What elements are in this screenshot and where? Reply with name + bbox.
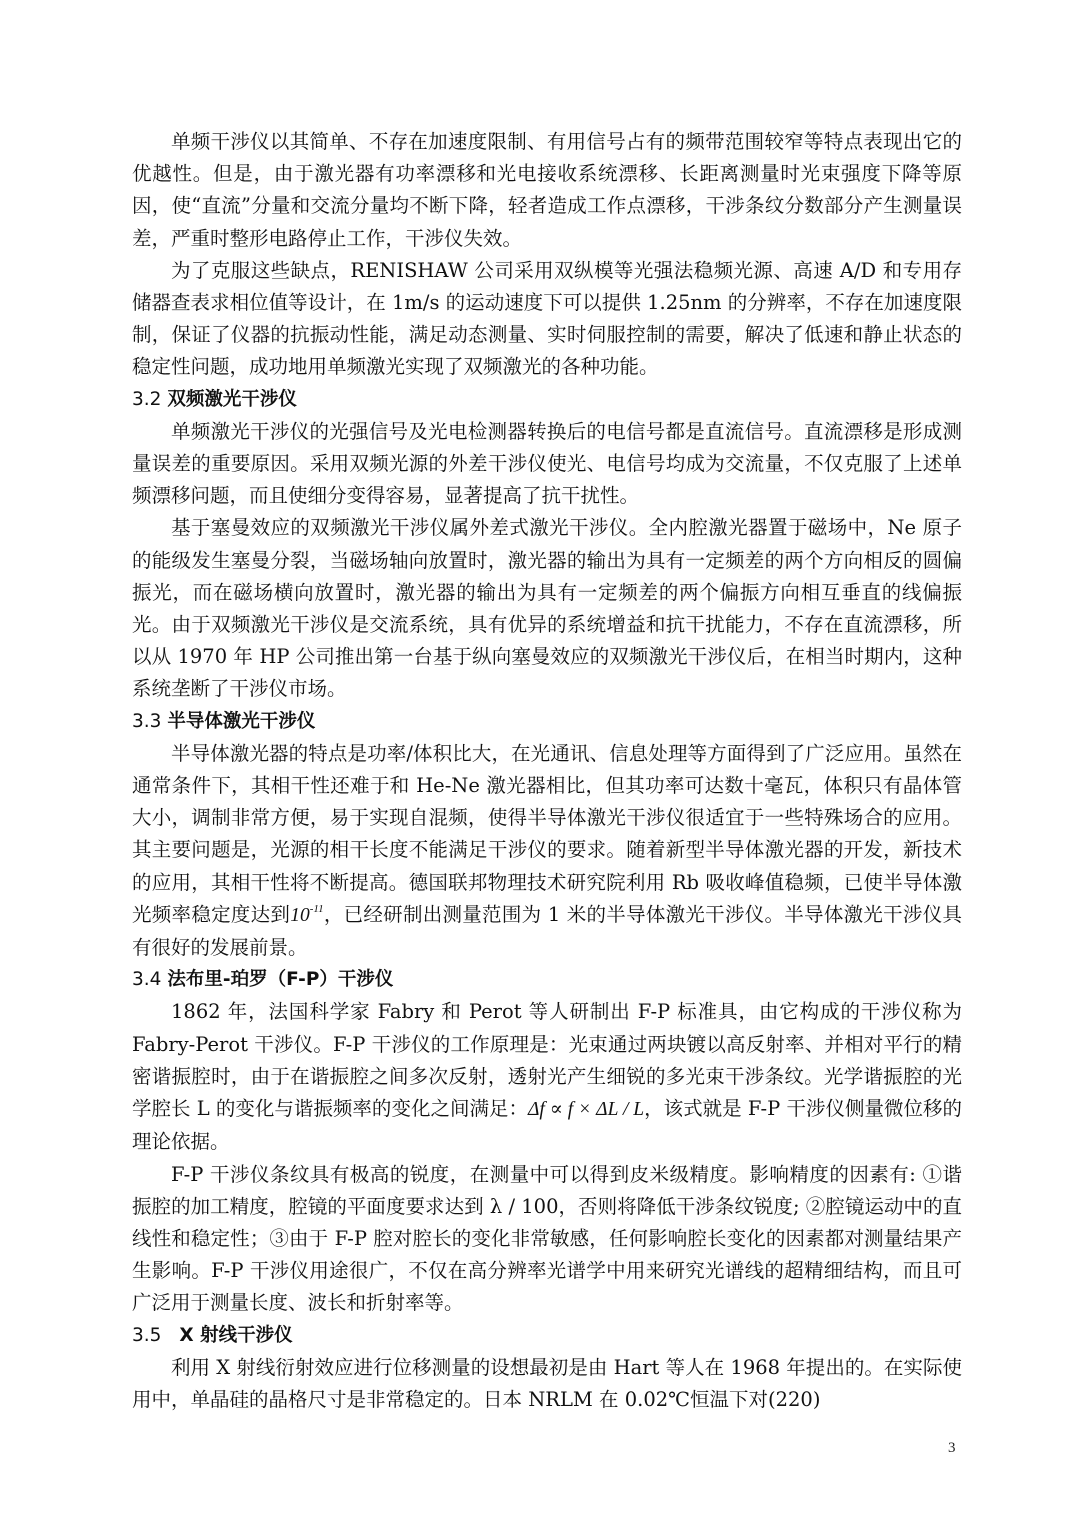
power-exponent: -11 [309,902,324,915]
paragraph-text-tail: ，该式就是 F-P 干涉仪侧量微位移的理论依据。 [132,1097,962,1154]
paragraph-fp-precision: F-P 干涉仪条纹具有极高的锐度，在测量中可以得到皮米级精度。影响精度的因素有: ①谐振腔的加工精度，腔镜的平面度要求达到 λ / 100，否则将降低干涉条纹锐度; ②腔镜运动中的直线性和稳定性；③由于 F-P 腔对腔长的变化非常敏感，任何影响腔长变化的因素都对测量结果产生影响。F-P 干涉仪用途很广，不仅在高分辨率光谱学中用来研究光谱线的超精细结构，而且可广泛用于测量长度、波长和折射率等。 [132,1162,962,1315]
section-heading-3-3 [132,706,962,738]
section-title: 双频激光干涉仪 [167,388,297,410]
section-heading-3-4 [132,964,962,996]
section-title: 法布里-珀罗（F-P）干涉仪 [167,969,394,991]
paragraph-dual-frequency-intro: 单频激光干涉仪的光强信号及光电检测器转换后的电信号都是直流信号。直流漂移是形成测量误差的重要原因。采用双频光源的外差干涉仪使光、电信号均成为交流量，不仅克服了上述单频漂移问题，而且使细分变得容易，显著提高了抗干扰性。 [132,419,962,508]
section-title: X 射线干涉仪 [179,1324,293,1346]
section-number: 3.3 [132,710,162,732]
paragraph-single-frequency-advantages: 单频干涉仪以其简单、不存在加速度限制、有用信号占有的频带范围较窄等特点表现出它的优越性。但是，由于激光器有功率漂移和光电接收系统漂移、长距离测量时光束强度下降等原因，使“直流”分量和交流分量均不断下降，轻者造成工作点漂移，干涉条纹分数部分产生测量误差，严重时整形电路停止工作，干涉仪失效。 [132,130,962,250]
section-number: 3.4 [132,969,162,991]
paragraph-text: 1862 年，法国科学家 Fabry 和 Perot 等人研制出 F-P 标准具，由它构成的干涉仪称为 Fabry-Perot 干涉仪。F-P 干涉仪的工作原理是：光束通过两块镀以高反射率、并相对平行的精密谐振腔时，由于在谐振腔之间多次反射，透射光产生细锐的多光束干涉条纹。光学谐振腔的光学腔长 L 的变化与谐振频率的变化之间满足： [132,1000,962,1121]
section-title: 半导体激光干涉仪 [167,710,316,732]
document-body [132,126,962,1416]
paragraph-text: 半导体激光器的特点是功率/体积比大，在光通讯、信息处理等方面得到了广泛应用。虽然在通常条件下，其相干性还难于和 He-Ne 激光器相比，但其功率可达数十毫瓦，体积只有晶体管大小，调制非常方便，易于实现自混频，使得半导体激光干涉仪很适宜于一些特殊场合的应用。其主要问题是，光源的相干长度不能满足干涉仪的要求。随着新型半导体激光器的开发，新技术的应用，其相干性将不断提高。德国联邦物理技术研究院利用 Rb 吸收峰值稳频，已使半导体激光频率稳定度达到 [132,741,962,926]
paragraph-x-ray: 利用 X 射线衍射效应进行位移测量的设想最初是由 Hart 等人在 1968 年提出的。在实际使用中，单晶硅的晶格尺寸是非常稳定的。日本 NRLM 在 0.02℃恒温下对(220) [132,1355,962,1411]
paragraph-text-tail: ，已经研制出测量范围为 1 米的半导体激光干涉仪。半导体激光干涉仪具有很好的发展前景。 [132,902,962,960]
paragraph-renishaw: 为了克服这些缺点，RENISHAW 公司采用双纵模等光强法稳频光源、高速 A/D 和专用存储器查表求相位值等设计，在 1m/s 的运动速度下可以提供 1.25nm 的分辨率，不存在加速度限制，保证了仪器的抗振动性能，满足动态测量、实时伺服控制的需要，解决了低速和静止状态的稳定性问题，成功地用单频激光实现了双频激光的各种功能。 [132,258,962,379]
section-number: 3.5 [132,1324,162,1346]
page-number: 3 [948,1440,956,1456]
formula: Δf ∝ f × ΔL / L [527,1099,645,1121]
paragraph-semiconductor-laser [132,738,962,964]
section-heading-3-5 [132,1320,962,1352]
section-heading-3-2 [132,384,962,416]
paragraph-zeeman: 基于塞曼效应的双频激光干涉仪属外差式激光干涉仪。全内腔激光器置于磁场中，Ne 原子的能级发生塞曼分裂，当磁场轴向放置时，激光器的输出为具有一定频差的两个方向相反的圆偏振光，而在磁场横向放置时，激光器的输出为具有一定频差的两个偏振方向相互垂直的线偏振光。由于双频激光干涉仪是交流系统，具有优异的系统增益和抗干扰能力，不存在直流漂移，所以从 1970 年 HP 公司推出第一台基于纵向塞曼效应的双频激光干涉仪后，在相当时期内，这种系统垄断了干涉仪市场。 [132,516,962,701]
paragraph-fabry-perot [132,996,962,1158]
power-base: 10 [290,904,310,926]
stability-value [290,902,324,926]
section-number: 3.2 [132,388,162,410]
